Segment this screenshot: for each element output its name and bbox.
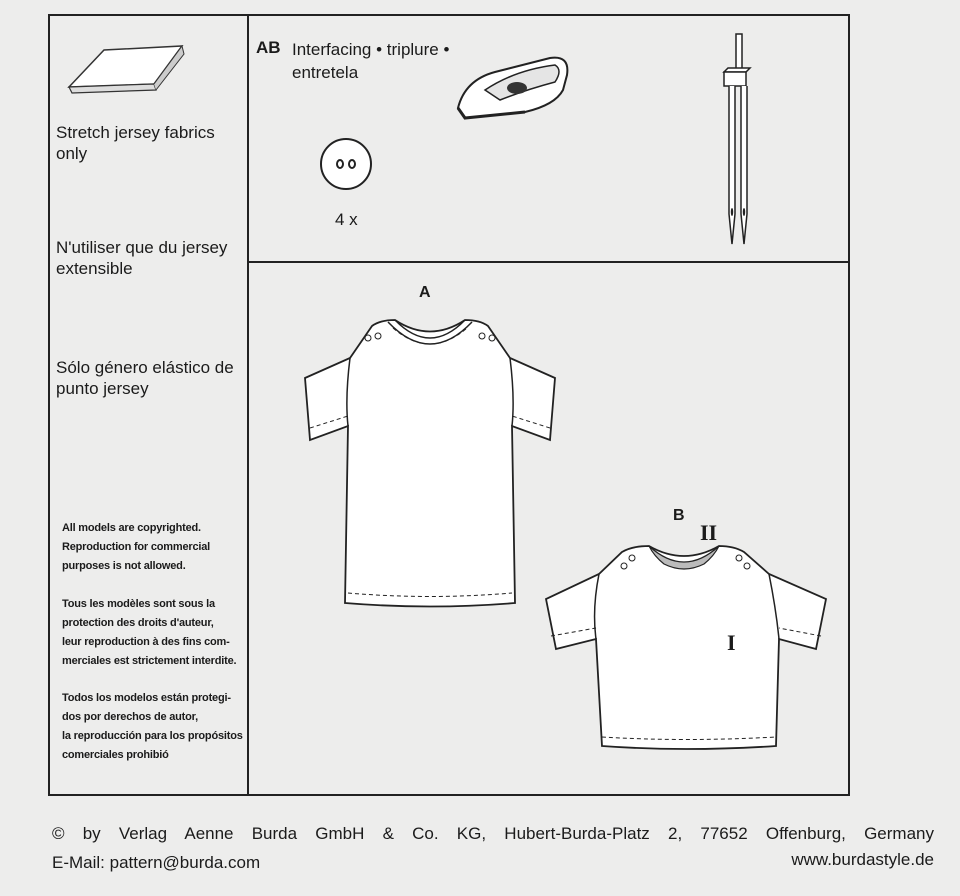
view-a-dress-drawing: [300, 318, 560, 608]
views-label: AB: [256, 38, 281, 57]
view-b-shirt-drawing: [544, 544, 829, 754]
fabric-note-fr: N'utiliser que du jersey extensible: [56, 238, 228, 278]
fabric-note-es: Sólo género elástico de punto jersey: [56, 358, 234, 398]
twin-needle-icon: [710, 34, 760, 249]
copyright-line: Reproduction for commercial: [62, 541, 211, 553]
view-b-label: B: [673, 507, 685, 524]
copyright-line: leur reproduction à des fins com-: [62, 636, 230, 648]
copyright-line: merciales est strictement interdite.: [62, 655, 237, 667]
copyright-line: la reproducción para los propósitos: [62, 730, 243, 742]
folded-fabric-icon: [64, 32, 184, 97]
interfacing-line: Interfacing • triplure •: [292, 40, 450, 59]
copyright-line: All models are copyrighted.: [62, 522, 201, 534]
button-icon: [318, 139, 374, 189]
contact-email[interactable]: E-Mail: pattern@burda.com: [52, 853, 261, 872]
copyright-line: purposes is not allowed.: [62, 560, 186, 572]
section-divider: [247, 261, 850, 263]
buttons-quantity: 4 x: [335, 210, 358, 229]
website-link[interactable]: www.burdastyle.de: [791, 850, 934, 869]
copyright-line: dos por derechos de autor,: [62, 711, 198, 723]
copyright-fr: [62, 595, 246, 671]
copyright-en: [62, 519, 246, 576]
iron-icon: [455, 50, 575, 125]
piece-i-label: I: [727, 630, 736, 655]
column-divider: [247, 14, 249, 796]
piece-ii-label: II: [700, 520, 718, 545]
fabric-note-en: Stretch jersey fabrics only: [56, 123, 215, 163]
view-a-label: A: [419, 284, 431, 301]
copyright-line: comerciales prohibió: [62, 749, 169, 761]
copyright-line: Tous les modèles sont sous la: [62, 598, 215, 610]
interfacing-label: [292, 38, 449, 84]
copyright-line: Todos los modelos están protegi-: [62, 692, 231, 704]
interfacing-line: entretela: [292, 63, 359, 82]
publisher-address: © by Verlag Aenne Burda GmbH & Co. KG, Hubert-Burda-Platz 2, 77652 Offenburg, Germany: [52, 824, 934, 843]
copyright-line: protection des droits d'auteur,: [62, 617, 214, 629]
copyright-es: [62, 689, 246, 765]
